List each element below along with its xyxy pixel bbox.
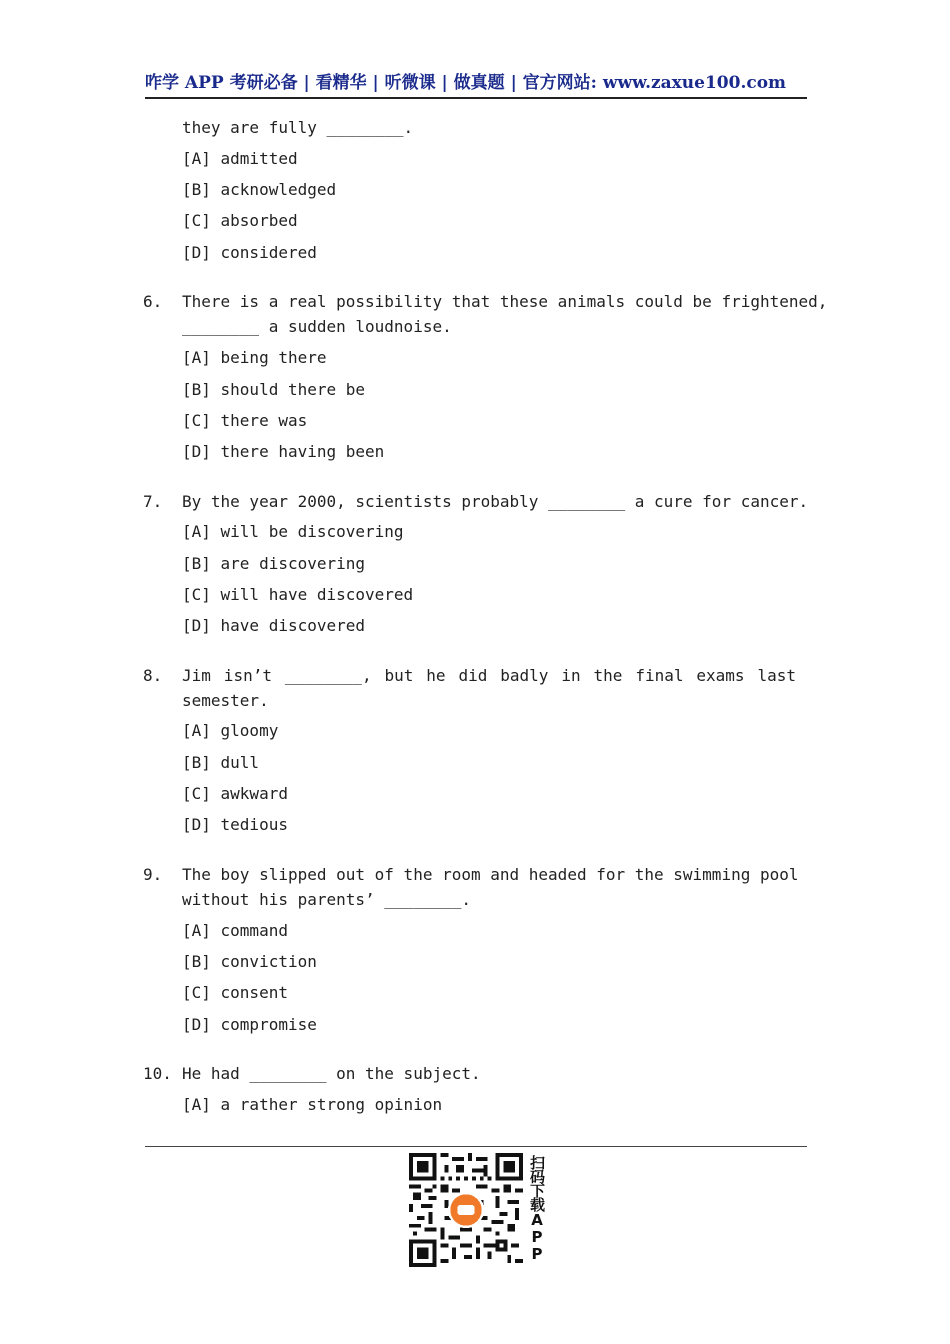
- footer-divider: [145, 1146, 807, 1147]
- option: [A] a rather strong opinion: [182, 1095, 443, 1114]
- option: [C] there was: [182, 411, 308, 430]
- header-text: 咋学 APP 考研必备 | 看精华 | 听微课 | 做真题 | 官方网站:: [145, 73, 597, 93]
- question-stem-line: There is a real possibility that these animals could be frightened,: [182, 292, 828, 311]
- option: [B] acknowledged: [182, 180, 337, 199]
- question-stem-line: He had ________ on the subject.: [182, 1064, 481, 1083]
- question-number: 8.: [143, 666, 163, 685]
- qr-code-icon[interactable]: [409, 1153, 523, 1267]
- option: [D] tedious: [182, 815, 288, 834]
- option: [B] should there be: [182, 380, 366, 399]
- header-divider: [145, 97, 807, 99]
- question-number: 6.: [143, 292, 163, 311]
- question-stem-line: By the year 2000, scientists probably ________ a cure for cancer.: [182, 492, 809, 511]
- question-stem-line: ________ a sudden loudnoise.: [182, 317, 452, 336]
- question-stem-line: semester.: [182, 691, 269, 710]
- question-stem-line: Jim isn’t ________, but he did badly in the final exams last: [182, 666, 796, 685]
- qr-caption: 扫码下载APP: [528, 1155, 546, 1262]
- option: [D] considered: [182, 243, 317, 262]
- option: [D] have discovered: [182, 616, 366, 635]
- option: [B] are discovering: [182, 554, 366, 573]
- question-number: 10.: [143, 1064, 172, 1083]
- option: [D] there having been: [182, 442, 385, 461]
- option: [C] awkward: [182, 784, 288, 803]
- question-stem-line: The boy slipped out of the room and headed for the swimming pool: [182, 865, 799, 884]
- option: [C] absorbed: [182, 211, 298, 230]
- page-header: [145, 68, 807, 96]
- header-url[interactable]: www.zaxue100.com: [602, 73, 787, 93]
- option: [A] admitted: [182, 149, 298, 168]
- option: [A] being there: [182, 348, 327, 367]
- question-stem-line: without his parents’ ________.: [182, 890, 471, 909]
- option: [D] compromise: [182, 1015, 317, 1034]
- option: [B] dull: [182, 753, 260, 772]
- option: [C] will have discovered: [182, 585, 414, 604]
- option: [A] command: [182, 921, 288, 940]
- option: [A] will be discovering: [182, 522, 404, 541]
- option: [C] consent: [182, 983, 288, 1002]
- option: [B] conviction: [182, 952, 317, 971]
- option: [A] gloomy: [182, 721, 279, 740]
- question-number: 9.: [143, 865, 163, 884]
- question-number: 7.: [143, 492, 163, 511]
- question-stem-line: they are fully ________.: [182, 118, 414, 137]
